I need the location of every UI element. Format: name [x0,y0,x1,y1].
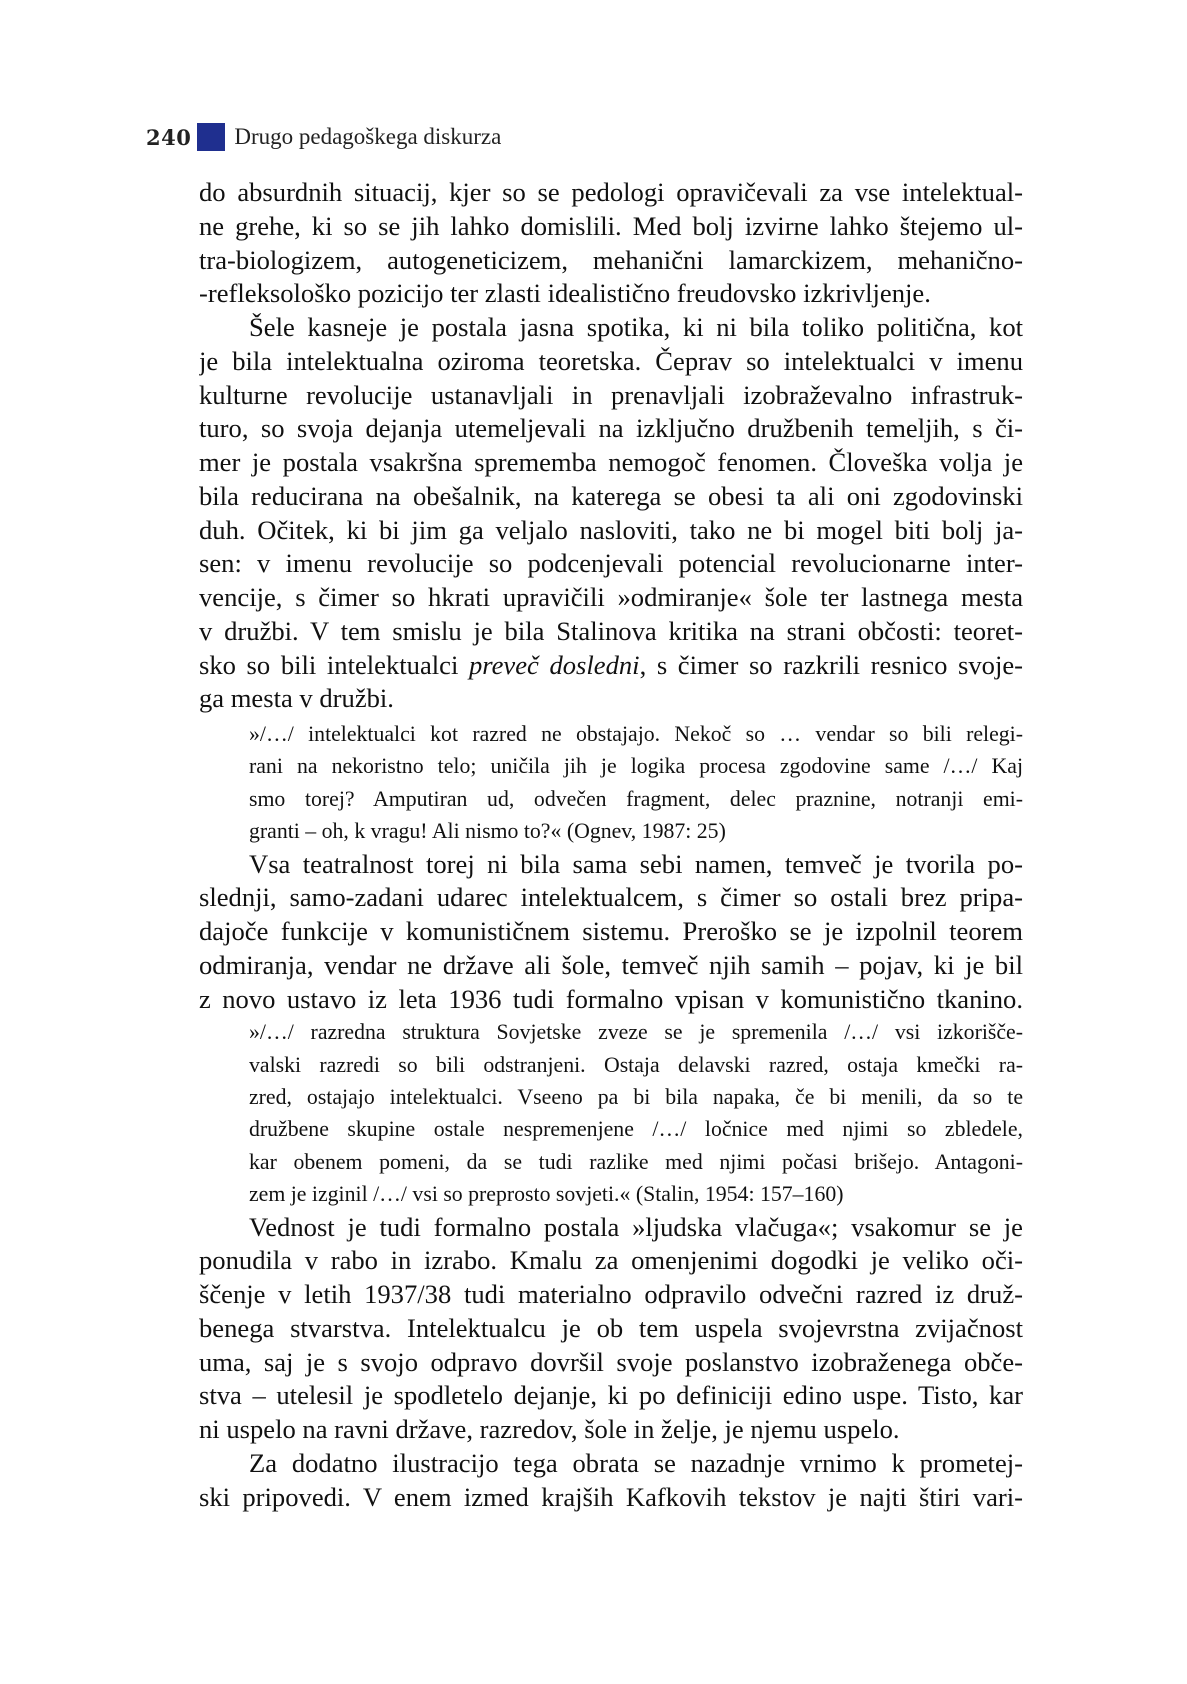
quote-line: družbene skupine ostale nespremenjene /…/ ločnice med njimi so zbledele, [249,1117,1023,1142]
quote-line: »/…/ razredna struktura Sovjetske zveze se je spremenila /…/ vsi izkorišče- [249,1020,1023,1045]
quote-line: valski razredi so bili odstranjeni. Ostaja delavski razred, ostaja kmečki ra- [249,1052,1023,1077]
text-line: Za dodatno ilustracijo tega obrata se nazadnje vrnimo k prometej- [249,1447,1023,1478]
text-line: slednji, samo-zadani udarec intelektualcem, s čimer so ostali brez pripa- [199,882,1023,913]
quote-line: »/…/ intelektualci kot razred ne obstajajo. Nekoč so … vendar so bili relegi- [249,722,1023,746]
text-line: Šele kasneje je postala jasna spotika, ki ni bila toliko politična, kot [249,312,1023,342]
text-line: Vednost je tudi formalno postala »ljudska vlačuga«; vsakomur se je [249,1211,1023,1242]
text-line: duh. Očitek, ki bi jim ga veljalo nasloviti, tako ne bi mogel biti bolj ja- [199,514,1023,545]
text-line: sen: v imenu revolucije so podcenjevali potencial revolucionarne inter- [199,548,1023,579]
header-square-marker [197,123,225,151]
paragraph-3 [199,848,1023,1017]
quote-line: zem je izginil /…/ vsi so preprosto sovjeti.« (Stalin, 1954: 157–160) [249,1182,844,1207]
emphasized-text: preveč dosledni [468,649,640,680]
text-line: do absurdnih situacij, kjer so se pedologi opravičevali za vse intelektual- [199,177,1023,207]
text-line: dajoče funkcije v komunističnem sistemu. Preroško se je izpolnil teorem [199,916,1023,947]
page-number: 240 [146,124,192,150]
text-line: odmiranja, vendar ne države ali šole, temveč njih samih – pojav, ki je bil [199,949,1023,980]
block-quote-ognev [199,718,1023,848]
text-line: ski pripovedi. V enem izmed krajših Kafkovih tekstov je najti štiri vari- [199,1481,1023,1512]
text-line: ne grehe, ki so se jih lahko domislili. Med bolj izvirne lahko štejemo ul- [199,210,1023,241]
block-quote-stalin [199,1016,1023,1210]
text-line: turo, so svoja dejanja utemeljevali na izključno družbenih temeljih, s či- [199,413,1023,444]
text-line: stva – utelesil je spodletelo dejanje, ki po definiciji edino uspe. Tisto, kar [199,1380,1023,1411]
text-line: -refleksološko pozicijo ter zlasti idealistično freudovsko izkrivljenje. [199,278,931,309]
text-segment: , s čimer so razkrili resnico svoje- [639,649,1023,680]
text-line: bila reducirana na obešalnik, na katerega se obesi ta ali oni zgodovinski [199,480,1023,511]
body-text [199,176,1023,1514]
text-line: uma, saj je s svojo odpravo dovršil svoje poslanstvo izobraženega obče- [199,1346,1023,1377]
quote-line: kar obenem pomeni, da se tudi razlike med njimi počasi brišejo. Antagoni- [249,1149,1023,1174]
quote-line: zred, ostajajo intelektualci. Vseeno pa bi bila napaka, če bi menili, da so te [249,1085,1023,1110]
text-line: je bila intelektualna oziroma teoretska. Čeprav so intelektualci v imenu [199,345,1023,376]
text-line: Vsa teatralnost torej ni bila sama sebi namen, temveč je tvorila po- [249,848,1023,879]
paragraph-1 [199,176,1023,311]
text-line: kulturne revolucije ustanavljali in prenavljali izobraževalno infrastruk- [199,379,1023,410]
text-line: mer je postala vsakršna sprememba nemogoč fenomen. Človeška volja je [199,447,1023,477]
running-title: Drugo pedagoškega diskurza [234,124,502,149]
running-header [146,122,501,152]
text-line: ščenje v letih 1937/38 tudi materialno odpravilo odvečni razred iz druž- [199,1279,1023,1310]
text-line: ponudila v rabo in izrabo. Kmalu za omenjenimi dogodki je veliko oči- [199,1245,1023,1276]
text-line: z novo ustavo iz leta 1936 tudi formalno vpisan v komunistično tkanino. [199,983,1023,1014]
text-line: vencije, s čimer so hkrati upravičili »odmiranje« šole ter lastnega mesta [199,582,1023,612]
text-segment: sko so bili intelektualci [199,649,469,680]
text-line: ga mesta v družbi. [199,683,394,714]
text-line: v družbi. V tem smislu je bila Stalinova kritika na strani občosti: teoret- [199,615,1023,646]
text-line: tra-biologizem, autogeneticizem, mehanični lamarckizem, mehanično- [199,244,1023,275]
quote-line: smo torej? Amputiran ud, odvečen fragment, delec praznine, notranji emi- [249,786,1023,811]
paragraph-5 [199,1447,1023,1515]
text-line: benega stvarstva. Intelektualcu je ob tem uspela svojevrstna zvijačnost [199,1312,1023,1343]
text-line-with-emphasis [199,649,1023,683]
text-line: ni uspelo na ravni države, razredov, šole in želje, je njemu uspelo. [199,1414,900,1445]
quote-line: rani na nekoristno telo; uničila jih je logika procesa zgodovine same /…/ Kaj [249,754,1023,779]
quote-line: granti – oh, k vragu! Ali nismo to?« (Ognev, 1987: 25) [249,819,726,844]
paragraph-4 [199,1211,1023,1447]
paragraph-2 [199,311,1023,716]
